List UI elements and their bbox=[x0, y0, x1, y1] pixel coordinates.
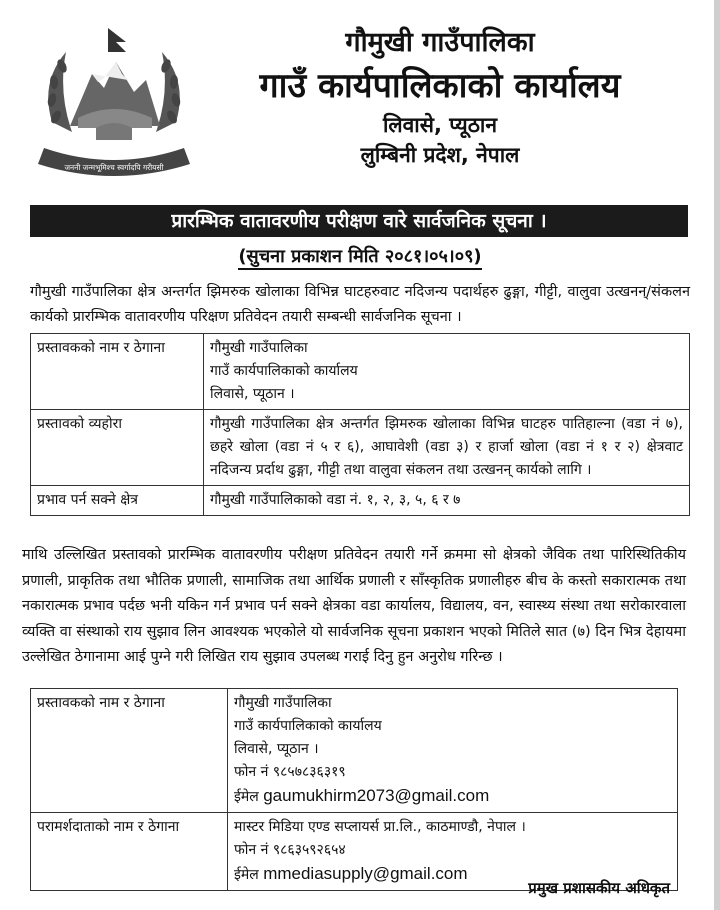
email-label: ईमेल bbox=[234, 867, 259, 883]
consultant-name: मास्टर मिडिया एण्ड सप्लायर्स प्रा.लि., काठमाण्डौ, नेपाल । bbox=[234, 819, 526, 835]
office-heading bbox=[200, 24, 680, 170]
proposer-email-link[interactable]: gaumukhirm2073@gmail.com bbox=[263, 786, 490, 805]
proposal-table bbox=[30, 333, 690, 516]
publication-date bbox=[0, 242, 720, 272]
office-name: गाउँ कार्यपालिकाको कार्यालय bbox=[259, 66, 621, 106]
proposer-email-line bbox=[234, 784, 671, 809]
proposer-contact bbox=[228, 689, 678, 813]
impact-area: गौमुखी गाउँपालिकाको वडा नं. १, २, ३, ५, ६ र ७ bbox=[204, 486, 690, 516]
email-label: ईमेल bbox=[234, 789, 259, 805]
emblem-motto: जननी जन्मभूमिश्च स्वर्गादपि गरीयसी bbox=[64, 163, 164, 172]
office-location: लिवासे, प्यूठान bbox=[382, 113, 498, 137]
page-edge-shadow bbox=[714, 0, 720, 910]
proposer-label: प्रस्तावकको नाम र ठेगाना bbox=[31, 334, 204, 410]
proposer-line-1: गौमुखी गाउँपालिका bbox=[210, 340, 308, 356]
contact-line: लिवासे, प्यूठान । bbox=[234, 741, 319, 757]
table-row bbox=[31, 689, 678, 813]
header bbox=[0, 0, 720, 200]
consultant-phone: फोन नं ९८६३५९२६५४ bbox=[234, 842, 346, 858]
nepal-emblem-icon bbox=[34, 22, 194, 190]
intro-paragraph: गौमुखी गाउँपालिका क्षेत्र अन्तर्गत झिमरुक खोलाका विभिन्न घाटहरुवाट नदिजन्य पदार्थहरु ढुङ्गा, गीट्टी, वालुवा उत्खनन्/संकलन कार्यको प्रारम्भिक वातावरणीय परिक्षण प्रतिवेदन तयारी सम्बन्धी सार्वजनिक सूचना । bbox=[30, 284, 690, 325]
proposer-line-3: लिवासे, प्यूठान । bbox=[210, 386, 295, 402]
notice-title: प्रारम्भिक वातावरणीय परीक्षण वारे सार्वजनिक सूचना । bbox=[30, 205, 688, 237]
proposal-details: गौमुखी गाउँपालिका क्षेत्र अन्तर्गत झिमरुक खोलाका विभिन्न घाटहरु पातिहाल्ना (वडा नं ७), छहरे खोला (वडा नं ५ र ६), आघावेशी (वडा ३) र हार्जा खोला (वडा नं १ र २) क्षेत्रवाट नदिजन्य प्रर्दाथ ढुङ्गा, गीट्टी तथा वालुवा संकलन तथा उत्खनन् कार्यको लागि । bbox=[204, 410, 690, 486]
province-country: लुम्बिनी प्रदेश, नेपाल bbox=[360, 143, 520, 167]
contact-table bbox=[30, 688, 678, 891]
table-row bbox=[31, 334, 690, 410]
consultant-label: परामर्शदाताको नाम र ठेगाना bbox=[31, 813, 228, 891]
contact-line: गाउँ कार्यपालिकाको कार्यालय bbox=[234, 718, 382, 734]
contact-line: गौमुखी गाउँपालिका bbox=[234, 695, 332, 711]
proposer-address bbox=[204, 334, 690, 410]
proposer-contact-label: प्रस्तावकको नाम र ठेगाना bbox=[31, 689, 228, 813]
table-row bbox=[31, 486, 690, 516]
proposer-line-2: गाउँ कार्यपालिकाको कार्यालय bbox=[210, 363, 358, 379]
signature-title: प्रमुख प्रशासकीय अधिकृत bbox=[528, 879, 670, 897]
municipality-name: गौमुखी गाउँपालिका bbox=[345, 27, 535, 58]
impact-area-label: प्रभाव पर्न सक्ने क्षेत्र bbox=[31, 486, 204, 516]
consultant-email-link[interactable]: mmediasupply@gmail.com bbox=[263, 864, 468, 883]
body-paragraph: माथि उल्लिखित प्रस्तावको प्रारम्भिक वातावरणीय परीक्षण प्रतिवेदन तयारी गर्ने क्रममा सो क्षेत्रको जैविक तथा पारिस्थितिकीय प्रणाली, प्राकृतिक तथा भौतिक प्रणाली, सामाजिक तथा आर्थिक प्रणाली र साँस्कृतिक प्रणालीहरु बीच के कस्तो सकारात्मक तथा नकारात्मक प्रभाव पर्दछ भनी यकिन गर्न प्रभाव पर्न सक्ने क्षेत्रका वडा कार्यालय, विद्यालय, वन, स्वास्थ्य संस्था तथा सरोकारवाला व्यक्ति वा संस्थाको राय सुझाव लिन आवश्यक भएकोले यो सार्वजनिक सूचना प्रकाशन भएको मितिले सात (७) दिन भित्र देहायमा उल्लेखित ठेगानामा आई पुग्ने गरी लिखित राय सुझाव उपलब्ध गराई दिनु हुन अनुरोध गरिन्छ । bbox=[22, 547, 686, 665]
proposal-details-label: प्रस्तावको व्यहोरा bbox=[31, 410, 204, 486]
proposer-phone: फोन नं ९८५७८३६३१९ bbox=[234, 764, 346, 780]
publication-date-text: (सुचना प्रकाशन मिति २०८१।०५।०९) bbox=[238, 246, 481, 270]
table-row bbox=[31, 410, 690, 486]
